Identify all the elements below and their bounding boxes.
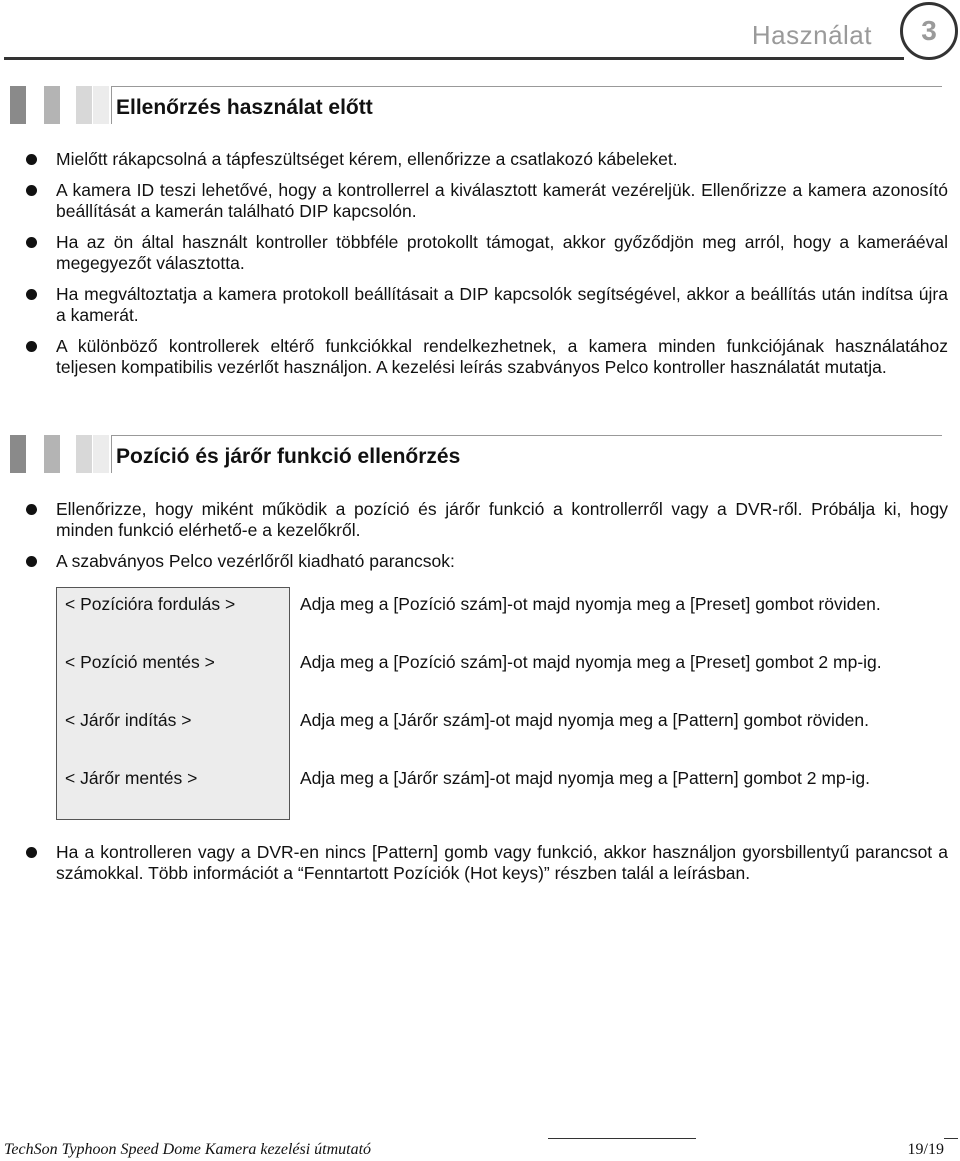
heading-decor-square [10, 86, 26, 124]
heading-decor-square [93, 435, 109, 473]
table-row [57, 646, 950, 704]
list-item-text: Ha a kontrolleren vagy a DVR-en nincs [Pattern] gomb vagy funkció, akkor használjon gyorsbillentyű parancsot a számokkal. Több információt a “Fenntartott Pozíciók (Hot keys)” részben talál a leírásban. [56, 842, 948, 883]
list-item-text: A kamera ID teszi lehetővé, hogy a kontrollerrel a kiválasztott kamerát vezéreljük. Ellenőrizze a kamera azonosító beállítását a kamerán található DIP kapcsolón. [56, 180, 948, 221]
header-rule [4, 57, 904, 60]
command-description: Adja meg a [Járőr szám]-ot majd nyomja meg a [Pattern] gombot röviden. [300, 709, 870, 730]
heading-decor-square [76, 435, 92, 473]
heading-decor-square [76, 86, 92, 124]
list-item [0, 149, 960, 170]
list-item-text: A különböző kontrollerek eltérő funkciókkal rendelkezhetnek, a kamera minden funkciójának használatához teljesen kompatibilis vezérlőt használjon. A kezelési leírás szabványos Pelco kontroller használatát mutatja. [56, 336, 948, 377]
bullet-icon [26, 237, 37, 248]
bullet-list-preset-pattern [0, 499, 960, 582]
heading-rule [112, 435, 942, 436]
command-description: Adja meg a [Pozíció szám]-ot majd nyomja meg a [Preset] gombot röviden. [300, 593, 881, 614]
list-item [0, 336, 960, 378]
bullet-icon [26, 847, 37, 858]
section-title: Ellenőrzés használat előtt [116, 96, 373, 119]
command-description: Adja meg a [Járőr szám]-ot majd nyomja meg a [Pattern] gombot 2 mp-ig. [300, 767, 870, 788]
pelco-commands-table [56, 587, 950, 820]
heading-rule [112, 86, 942, 87]
bullet-icon [26, 556, 37, 567]
section-title: Pozíció és járőr funkció ellenőrzés [116, 445, 461, 468]
command-name: < Járőr mentés > [57, 762, 290, 820]
command-name: < Pozíció mentés > [57, 646, 290, 704]
footer-rule [548, 1138, 696, 1139]
list-item [0, 232, 960, 274]
list-item-text: Ha megváltoztatja a kamera protokoll beállításait a DIP kapcsolók segítségével, akkor a beállítás után indítsa újra a kamerát. [56, 284, 948, 325]
table-row [57, 704, 950, 762]
list-item-text: Ha az ön által használt kontroller többféle protokollt támogat, akkor győződjön meg arról, hogy a kameráéval megegyezőt választotta. [56, 232, 948, 273]
list-item [0, 284, 960, 326]
list-item-text: Ellenőrizze, hogy miként működik a pozíció és járőr funkció a kontrollerről vagy a DVR-ről. Próbálja ki, hogy minden funkció elérhető-e a kezelőkről. [56, 499, 948, 540]
page-number: 19/19 [907, 1141, 944, 1158]
command-name: < Járőr indítás > [57, 704, 290, 762]
section-heading-preset-pattern-check [10, 435, 942, 475]
bullet-icon [26, 504, 37, 515]
table-row [57, 588, 950, 646]
heading-tick [111, 435, 112, 473]
heading-tick [111, 86, 112, 124]
list-item [0, 499, 960, 541]
section-heading-check-before-use [10, 86, 942, 126]
chapter-number-badge: 3 [900, 2, 958, 60]
page-header [0, 0, 960, 62]
footer-document-title: TechSon Typhoon Speed Dome Kamera kezelési útmutató [4, 1141, 372, 1158]
heading-decor-square [93, 86, 109, 124]
bullet-icon [26, 341, 37, 352]
bullet-list-check-before-use [0, 149, 960, 388]
heading-decor-square [44, 435, 60, 473]
list-item-text: Mielőtt rákapcsolná a tápfeszültséget kérem, ellenőrizze a csatlakozó kábeleket. [56, 149, 678, 169]
heading-decor-square [10, 435, 26, 473]
command-description: Adja meg a [Pozíció szám]-ot majd nyomja meg a [Preset] gombot 2 mp-ig. [300, 651, 882, 672]
bullet-icon [26, 185, 37, 196]
command-name: < Pozícióra fordulás > [57, 588, 290, 646]
list-item [0, 180, 960, 222]
footer-rule [944, 1138, 958, 1139]
table-row [57, 762, 950, 820]
bullet-icon [26, 154, 37, 165]
bullet-list-hotkeys-note [0, 842, 960, 894]
chapter-title: Használat [751, 20, 872, 50]
list-item [0, 551, 960, 572]
heading-decor-square [44, 86, 60, 124]
bullet-icon [26, 289, 37, 300]
list-item-text: A szabványos Pelco vezérlőről kiadható parancsok: [56, 551, 455, 571]
list-item [0, 842, 960, 884]
